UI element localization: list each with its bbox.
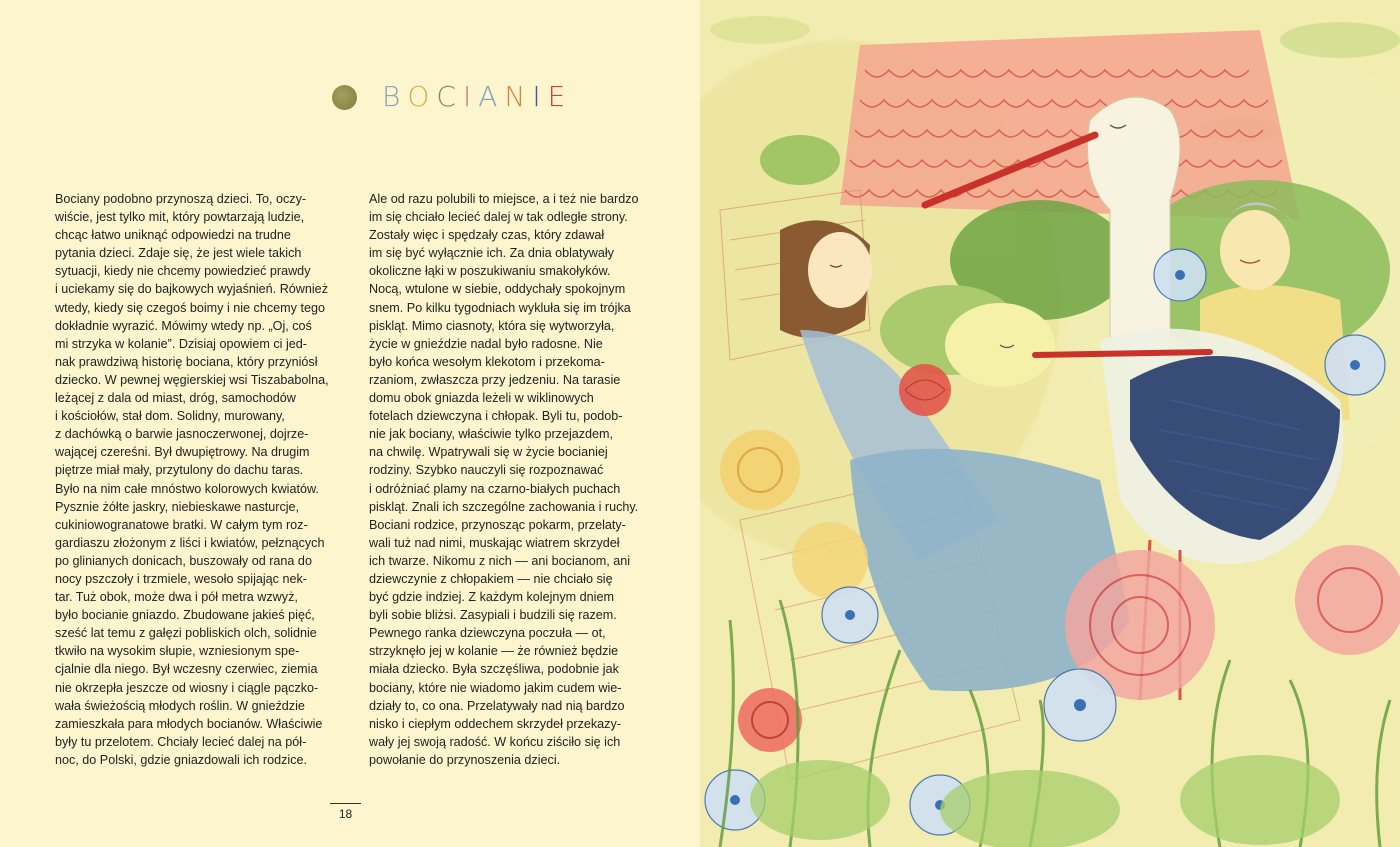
text-line: ich twarze. Nikomu z nich — ani bocianom, ani xyxy=(369,553,631,568)
text-column-right xyxy=(369,190,659,769)
text-line: życie w gnieździe nadal było radosne. Nie xyxy=(369,336,603,351)
title-letter: C xyxy=(436,80,463,113)
text-line: chcąc łatwo uniknąć odpowiedzi na trudne xyxy=(55,228,291,243)
text-line: snem. Po kilku tygodniach wykluła się im trójka xyxy=(369,300,631,315)
text-line: były tu przelotem. Chciały lecieć dalej na pół- xyxy=(55,734,307,749)
text-line: działy to, co ona. Przelatywały nad nią bardzo xyxy=(369,698,625,713)
text-line: nie okrzepła jeszcze od wiosny i ciągle pączko- xyxy=(55,680,319,695)
text-line: po glinianych donicach, buszowały od rana do xyxy=(55,553,312,568)
text-line: Ale od razu polubili to miejsce, a i też nie bardzo xyxy=(369,192,639,206)
text-line: rzaniom, zwłaszcza przy jedzeniu. Na tarasie xyxy=(369,372,621,387)
text-line: strzyknęło jej w kolanie — że również będzie xyxy=(369,644,619,659)
text-line: Bociany podobno przynoszą dzieci. To, oczy- xyxy=(55,192,307,206)
text-line: wali tuż nad nimi, muskając wiatrem skrzydeł xyxy=(369,535,620,550)
title-letter: E xyxy=(547,80,573,113)
text-line: noc, do Polski, gdzie gniazdowali ich rodzice. xyxy=(55,752,308,767)
page-number-rule xyxy=(330,803,361,804)
text-line: piskląt. Mimo ciasnoty, która się wytworzyła, xyxy=(369,318,615,333)
text-line: mi strzyka w kolanie”. Dzisiaj opowiem ci jed- xyxy=(55,336,307,351)
text-line: fotelach dziewczyna i chłopak. Byli tu, podob- xyxy=(369,409,623,424)
title-letter: N xyxy=(504,80,533,113)
text-line: piskląt. Znali ich szczególne zachowania i ruchy. xyxy=(369,499,639,514)
text-line: pytania dzieci. Zdaje się, że jest wiele takich xyxy=(55,246,302,261)
text-line: rodziny. Szybko nauczyli się rozpoznawać xyxy=(369,463,604,478)
text-line: Pysznie żółte jaskry, niebieskawe nasturcje, xyxy=(55,499,300,514)
text-line: leżącej z dala od miast, dróg, samochodów xyxy=(55,391,296,406)
text-line: cukiniowogranatowe bratki. W całym tym roz- xyxy=(55,517,308,532)
text-line: dokładnie wyrazić. Mówimy wtedy np. „Oj, coś xyxy=(55,318,312,333)
text-line: być gdzie indziej. Z każdym kolejnym dniem xyxy=(369,590,614,605)
text-line: Zostały więc i spędzały czas, który zdawał xyxy=(369,228,605,243)
text-line: miała dziecko. Była szczęśliwa, podobnie jak xyxy=(369,662,619,677)
text-line: wtedy, kiedy się czegoś boimy i nie chcemy tego xyxy=(55,300,325,315)
text-line: i odróżniać plamy na czarno-białych puchach xyxy=(369,481,621,496)
text-line: wającej czereśni. Był dwupiętrowy. Na drugim xyxy=(55,445,310,460)
text-line: okoliczne łąki w poszukiwaniu smakołyków. xyxy=(369,264,611,279)
text-line: im się być wyłącznie ich. Za dnia oblatywały xyxy=(369,246,614,261)
title-letter: A xyxy=(478,80,505,113)
text-line: Bociani rodzice, przynosząc pokarm, przelaty- xyxy=(369,517,626,532)
text-line: było bocianie gniazdo. Zbudowane jakieś pięć, xyxy=(55,608,315,623)
text-line: wiście, jest tylko mit, który powtarzają ludzie, xyxy=(55,210,305,225)
text-line: wała świeżością młodych roślin. W gnieździe xyxy=(55,698,305,713)
text-line: zamieszkała para młodych bocianów. Właściwie xyxy=(55,716,323,731)
text-line: Pewnego ranka dziewczyna poczuła — ot, xyxy=(369,626,606,641)
text-column-left xyxy=(55,190,345,769)
text-line: powołanie do przynoszenia dzieci. xyxy=(369,752,561,767)
text-line: nak prawdziwą historię bociana, który przyniósł xyxy=(55,354,318,369)
text-line: Było na nim całe mnóstwo kolorowych kwiatów. xyxy=(55,481,319,496)
title-word xyxy=(382,80,572,114)
text-line: nocy pszczoły i trzmiele, wesoło spijając nek- xyxy=(55,571,307,586)
text-line: nisko i ciepłym oddechem skrzydeł przekazy- xyxy=(369,716,621,731)
page-number: 18 xyxy=(338,807,353,821)
text-line: na chwilę. Wpatrywali się w życie bocianiej xyxy=(369,445,608,460)
title-letter: B xyxy=(382,80,408,113)
text-line: z dachówką o barwie jasnoczerwonej, dojrze- xyxy=(55,427,309,442)
title-dot-icon xyxy=(332,85,357,110)
title-letter: I xyxy=(462,80,479,113)
text-line: i uciekamy się do bajkowych wyjaśnień. Również xyxy=(55,282,328,297)
text-line: gardiaszu złożonym z liści i kwiatów, pełznących xyxy=(55,535,325,550)
text-line: wały jej swoją radość. W końcu ziściło się ich xyxy=(369,734,621,749)
stork-illustration xyxy=(700,0,1400,847)
title-letter: I xyxy=(532,80,548,113)
text-line: byli sobie bliżsi. Zasypiali i budzili się razem. xyxy=(369,608,617,623)
text-line: sześć lat temu z gałęzi pobliskich olch, solidnie xyxy=(55,626,317,641)
text-line: nie jak bociany, właściwie tylko przejazdem, xyxy=(369,427,614,442)
text-line: było końca wesołym klekotom i przekoma- xyxy=(369,354,605,369)
text-line: domu obok gniazda leżeli w wiklinowych xyxy=(369,391,594,406)
text-line: Nocą, wtulone w siebie, oddychały spokojnym xyxy=(369,282,626,297)
text-line: i kościołów, stał dom. Solidny, murowany, xyxy=(55,409,285,424)
text-line: cjalnie dla niego. Był wczesny czerwiec, ziemia xyxy=(55,662,318,677)
text-line: bociany, które nie wiadomo jakim cudem wie- xyxy=(369,680,622,695)
text-line: im się chciało lecieć dalej w tak odległe strony. xyxy=(369,210,628,225)
title-letter: O xyxy=(407,80,437,113)
text-line: piętrze miał mały, przytulony do dachu taras. xyxy=(55,463,304,478)
text-line: sytuacji, kiedy nie chcemy powiedzieć prawdy xyxy=(55,264,311,279)
text-line: dziewczynie z chłopakiem — nie chciało się xyxy=(369,571,613,586)
chapter-title xyxy=(332,80,572,114)
text-line: tkwiło na wysokim słupie, wzniesionym spe- xyxy=(55,644,300,659)
text-line: dziecko. W pewnej węgierskiej wsi Tiszababolna, xyxy=(55,372,329,387)
text-line: tar. Tuż obok, może dwa i pół metra wzwyż, xyxy=(55,590,298,605)
